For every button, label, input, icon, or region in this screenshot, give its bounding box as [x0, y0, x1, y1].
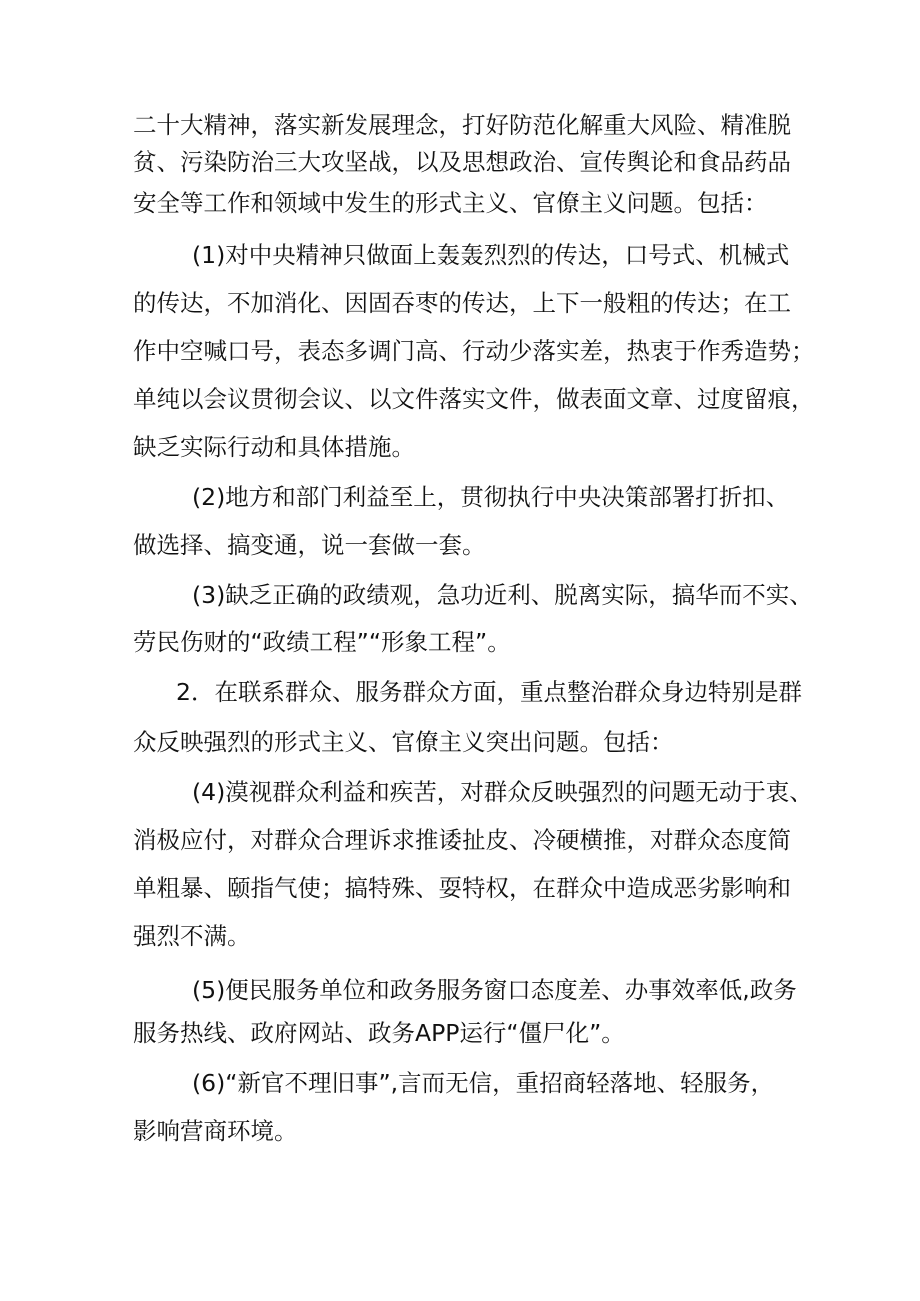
paragraph-5-line-2: 众反映强烈的形式主义、官僚主义突出问题。包括：: [133, 728, 674, 756]
paragraph-2-line-3: 作中空喊口号，表态多调门高、行动少落实差，热衷于作秀造势；: [133, 337, 815, 365]
paragraph-4-line-2: 劳民伤财的“政绩工程”“形象工程”。: [133, 628, 511, 656]
paragraph-2-line-4: 单纯以会议贯彻会议、以文件落实文件，做表面文章、过度留痕，: [133, 385, 815, 413]
paragraph-1-line-2: 贫、污染防治三大攻坚战，以及思想政治、宣传舆论和食品药品: [133, 148, 791, 176]
paragraph-6-line-2: 消极应付，对群众合理诉求推诿扯皮、冷硬横推，对群众态度简: [133, 826, 791, 854]
paragraph-6-line-1: (4)漠视群众利益和疾苦，对群众反映强烈的问题无动于衷、: [192, 778, 813, 806]
paragraph-2-line-1: (1)对中央精神只做面上轰轰烈烈的传达，口号式、机械式: [192, 241, 790, 269]
paragraph-7-line-2: 服务热线、政府网站、政务APP运行“僵尸化”。: [133, 1019, 625, 1047]
paragraph-7-line-1: (5)便民服务单位和政务服务窗口态度差、办事效率低,政务: [192, 976, 797, 1004]
paragraph-1-line-3: 安全等工作和领域中发生的形式主义、官僚主义问题。包括：: [133, 189, 768, 217]
paragraph-1-line-1: 二十大精神，落实新发展理念，打好防范化解重大风险、精准脱: [133, 111, 791, 139]
paragraph-5-line-1: 2．在联系群众、服务群众方面，重点整治群众身边特别是群: [176, 678, 802, 706]
paragraph-3-line-1: (2)地方和部门利益至上，贯彻执行中央决策部署打折扣、: [192, 483, 790, 511]
paragraph-4-line-1: (3)缺乏正确的政绩观，急功近利、脱离实际，搞华而不实、: [192, 581, 813, 609]
paragraph-6-line-3: 单粗暴、颐指气使；搞特殊、耍特权，在群众中造成恶劣影响和: [133, 874, 791, 902]
paragraph-8-line-2: 影响营商环境。: [133, 1117, 298, 1145]
paragraph-2-line-2: 的传达，不加消化、因固吞枣的传达，上下一般粗的传达；在工: [133, 289, 791, 317]
paragraph-3-line-2: 做选择、搞变通，说一套做一套。: [133, 531, 486, 559]
paragraph-6-line-4: 强烈不满。: [133, 922, 251, 950]
paragraph-8-line-1: (6)“新官不理旧事”,言而无信，重招商轻落地、轻服务，: [192, 1069, 775, 1097]
paragraph-2-line-5: 缺乏实际行动和具体措施。: [133, 433, 415, 461]
